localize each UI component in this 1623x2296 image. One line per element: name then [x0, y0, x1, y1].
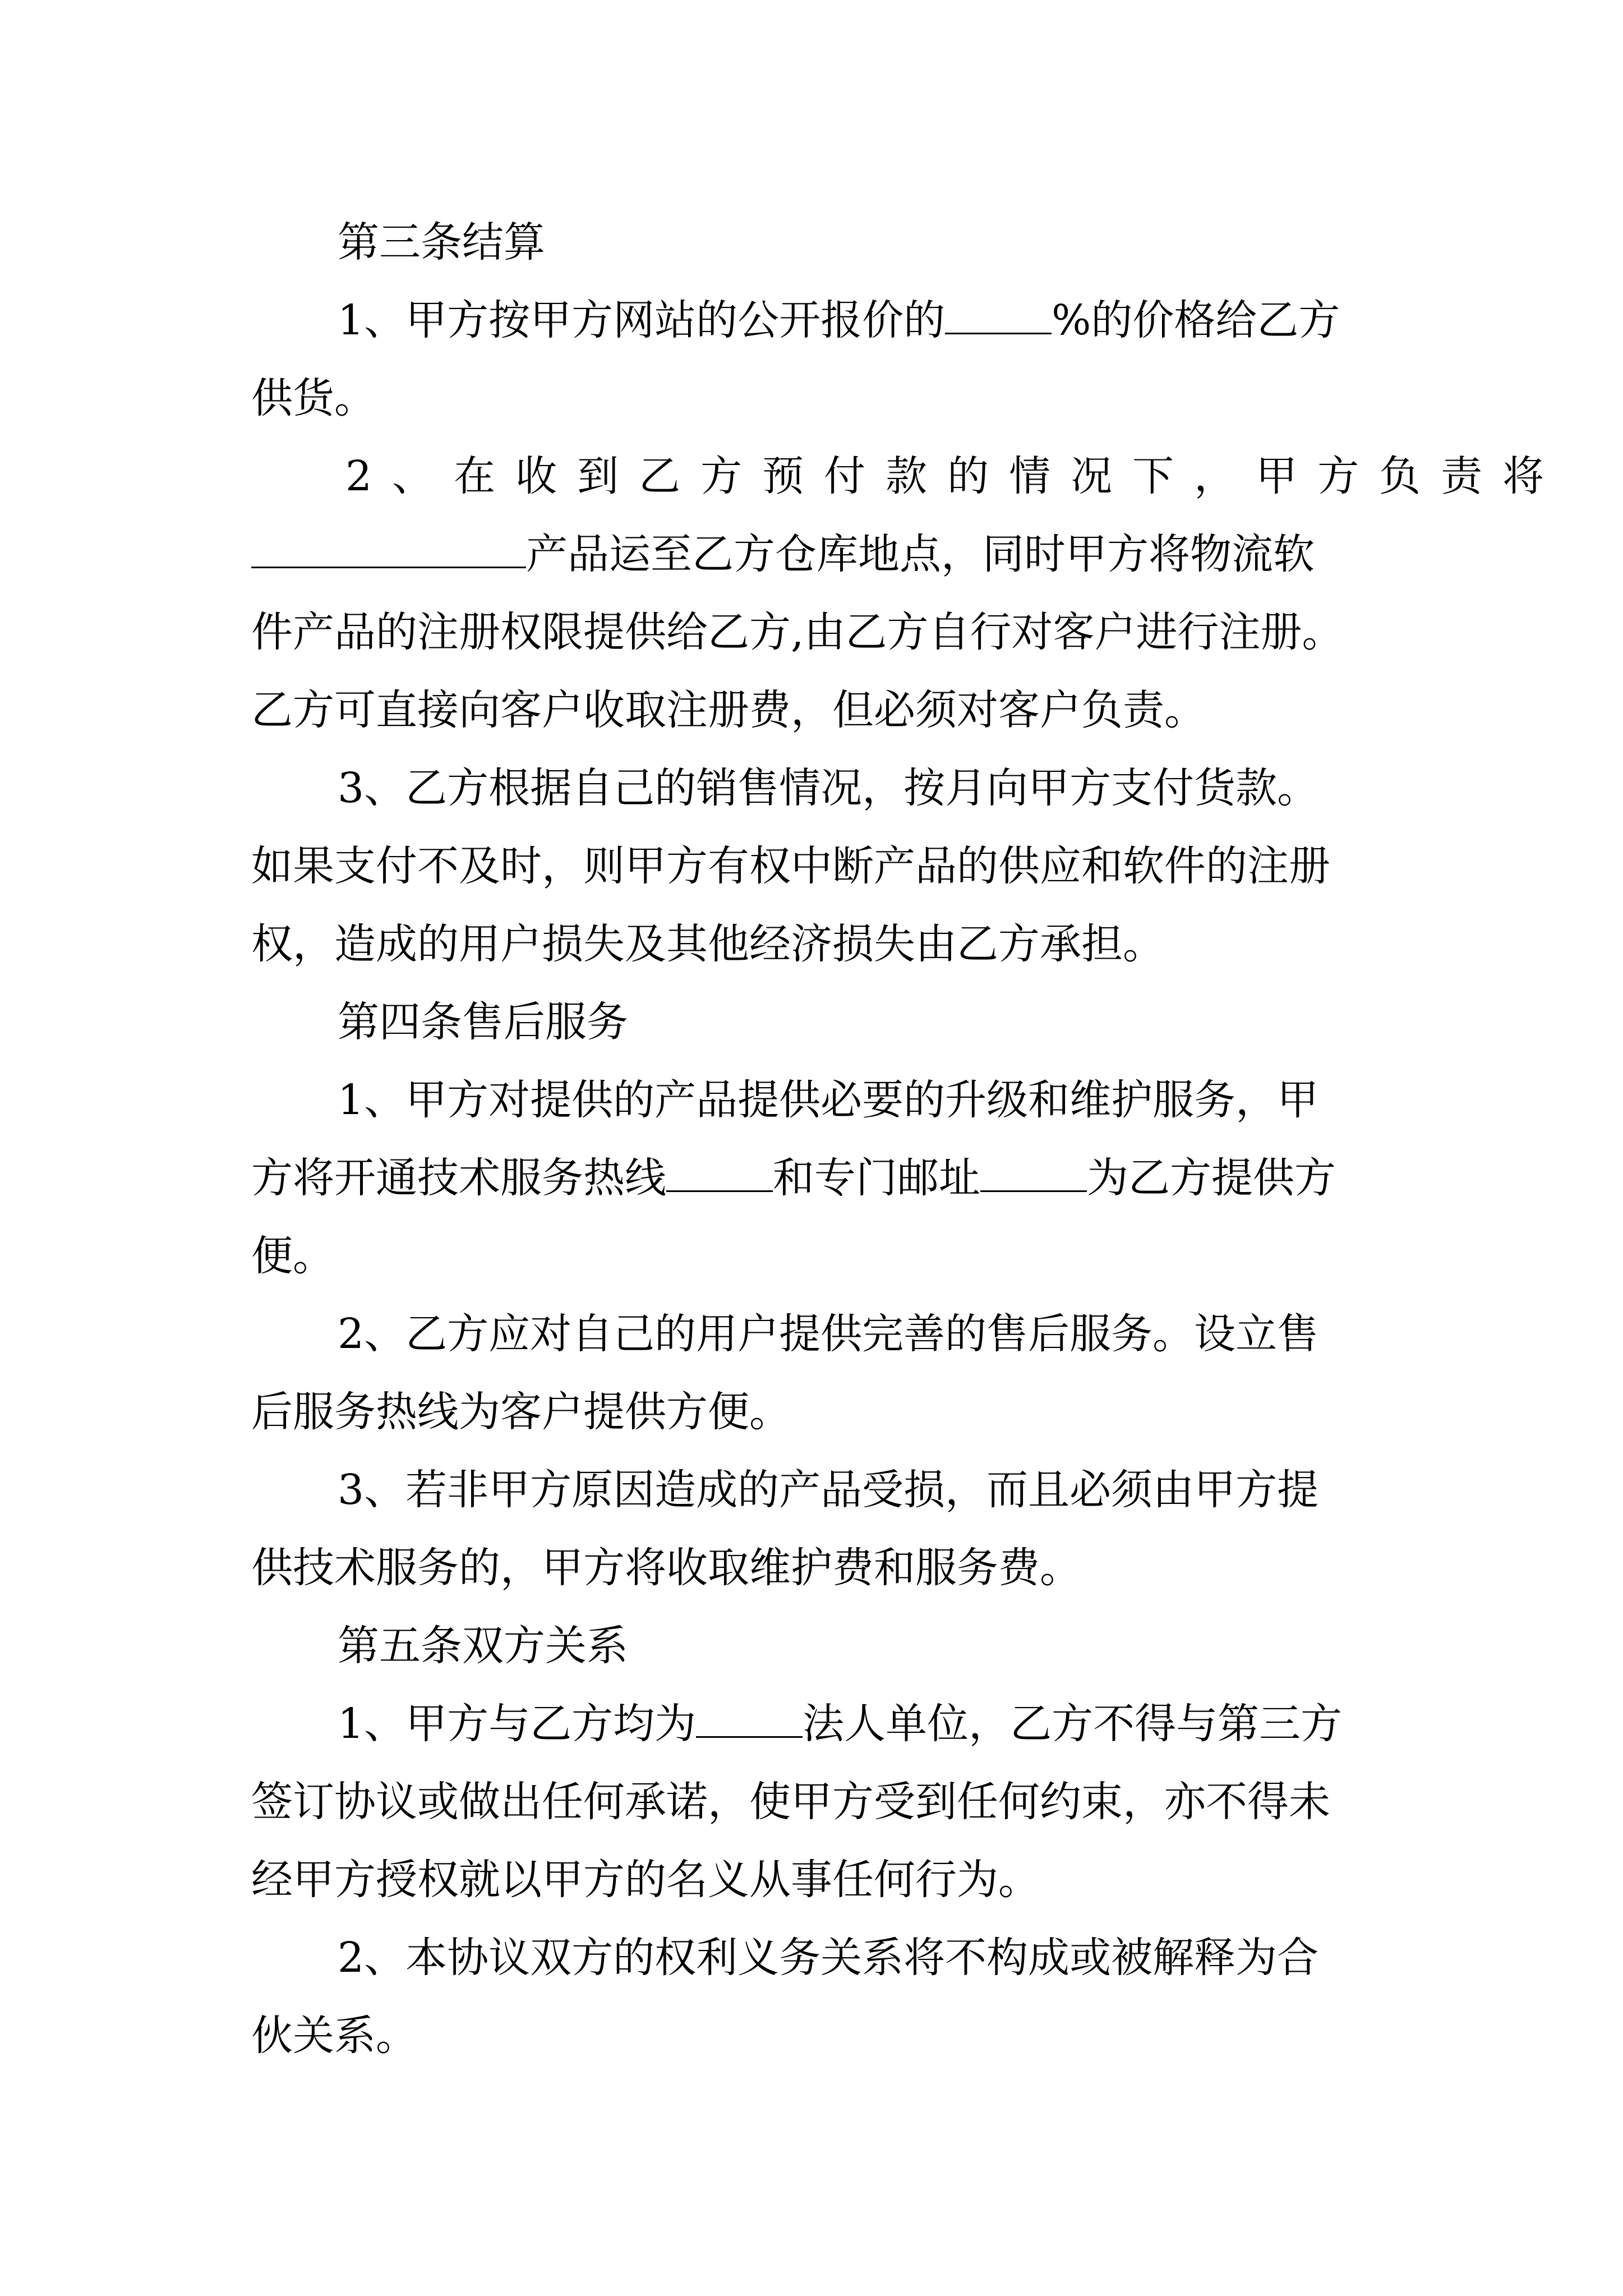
text: 1、甲方与乙方均为	[338, 1700, 697, 1748]
article-4-clause-1-line-3: 便。	[251, 1232, 334, 1280]
article-4-clause-3-line-2: 供技术服务的，甲方将收取维护费和服务费。	[251, 1544, 1081, 1592]
article-3-clause-2-line-2	[251, 516, 1390, 593]
text: 法人单位，乙方不得与第三方	[803, 1700, 1343, 1748]
article-3-clause-3-line-2: 如果支付不及时，则甲方有权中断产品的供应和软件的注册	[251, 842, 1330, 890]
article-3-heading: 第三条结算	[338, 218, 545, 266]
article-3-clause-3-line-1: 3、乙方根据自己的销售情况，按月向甲方支付货款。	[338, 764, 1319, 812]
text: 2、在收到乙方预付款的情况下，甲方负责将	[345, 452, 1565, 500]
article-4-clause-1-line-2	[251, 1139, 1390, 1217]
article-3-clause-2-line-3: 件产品的注册权限提供给乙方,由乙方自行对客户进行注册。	[251, 608, 1344, 656]
text: 为乙方提供方	[1087, 1154, 1336, 1202]
blank-field-entity-type[interactable]	[696, 1697, 803, 1738]
article-5-clause-1-line-3: 经甲方授权就以甲方的名义从事任何行为。	[251, 1856, 1040, 1904]
article-3-clause-2-line-4: 乙方可直接向客户收取注册费，但必须对客户负责。	[251, 686, 1206, 734]
article-5-clause-1-line-2: 签订协议或做出任何承诺，使甲方受到任何约束，亦不得未	[251, 1778, 1330, 1826]
article-5-clause-1-line-1	[251, 1685, 1390, 1763]
text: 1、甲方按甲方网站的公开报价的	[338, 296, 946, 344]
text: 产品运至乙方仓库地点，同时甲方将物流软	[526, 530, 1315, 578]
article-5-heading: 第五条双方关系	[338, 1622, 628, 1670]
blank-field-discount[interactable]	[945, 293, 1052, 334]
blank-field-email[interactable]	[980, 1151, 1087, 1192]
article-3-clause-3-line-3: 权，造成的用户损失及其他经济损失由乙方承担。	[251, 920, 1164, 968]
document-page	[251, 204, 1565, 2075]
article-3-clause-1-line-1	[251, 282, 1390, 360]
text: 和专门邮址	[773, 1154, 980, 1202]
blank-field-hotline[interactable]	[666, 1151, 773, 1192]
article-3-clause-2-line-1	[251, 438, 1565, 516]
article-4-heading: 第四条售后服务	[338, 998, 628, 1046]
article-5-clause-2-line-1: 2、本协议双方的权利义务关系将不构成或被解释为合	[338, 1934, 1319, 1982]
article-4-clause-3-line-1: 3、若非甲方原因造成的产品受损，而且必须由甲方提	[338, 1466, 1319, 1514]
text: 方将开通技术服务热线	[251, 1154, 666, 1202]
article-4-clause-2-line-2: 后服务热线为客户提供方便。	[251, 1388, 791, 1436]
article-3-clause-1-line-2: 供货。	[251, 374, 376, 422]
text: %的价格给乙方	[1052, 296, 1340, 344]
article-4-clause-2-line-1: 2、乙方应对自己的用户提供完善的售后服务。设立售	[338, 1310, 1319, 1358]
article-4-clause-1-line-1: 1、甲方对提供的产品提供必要的升级和维护服务，甲	[338, 1076, 1319, 1124]
blank-field-product[interactable]	[251, 527, 526, 568]
article-5-clause-2-line-2: 伙关系。	[251, 2012, 417, 2060]
